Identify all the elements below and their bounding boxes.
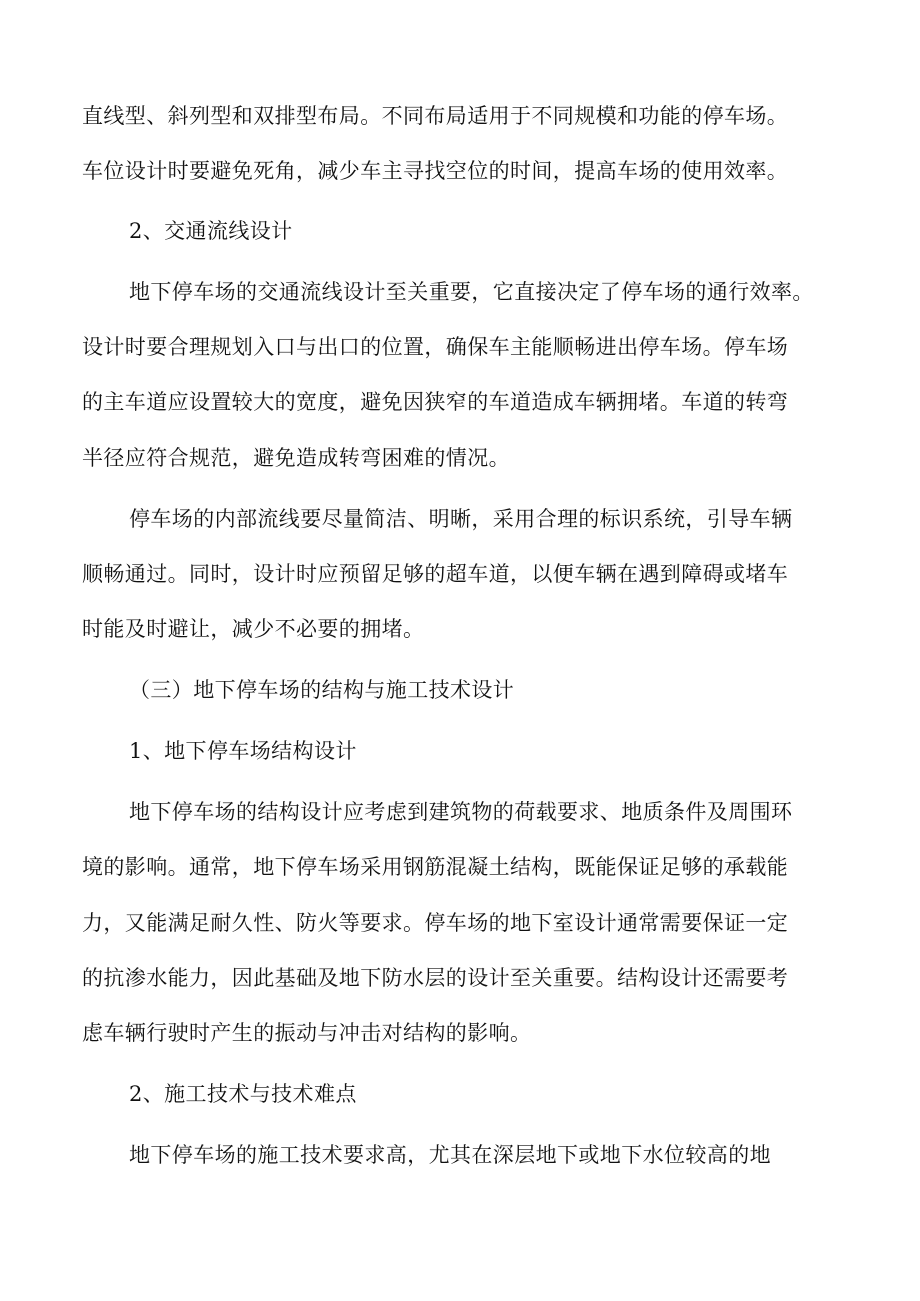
paragraph-line: 时能及时避让，减少不必要的拥堵。 [82,617,425,641]
subheading-structure-design: 1、地下停车场结构设计 [129,739,357,763]
paragraph-line: 设计时要合理规划入口与出口的位置，确保车主能顺畅进出停车场。停车场 [82,335,789,359]
paragraph-line: 境的影响。通常，地下停车场采用钢筋混凝土结构，既能保证足够的承载能 [82,855,789,879]
paragraph-line: 力，又能满足耐久性、防火等要求。停车场的地下室设计通常需要保证一定 [82,911,789,935]
paragraph-line: 停车场的内部流线要尽量简洁、明晰，采用合理的标识系统，引导车辆 [129,507,793,531]
section-heading-structure-construction: （三）地下停车场的结构与施工技术设计 [129,678,515,702]
subheading-construction-tech: 2、施工技术与技术难点 [129,1082,357,1106]
paragraph-line: 地下停车场的施工技术要求高，尤其在深层地下或地下水位较高的地 [129,1143,771,1167]
subheading-traffic-flow: 2、交通流线设计 [129,219,293,243]
paragraph-line: 直线型、斜列型和双排型布局。不同布局适用于不同规模和功能的停车场。 [82,104,789,128]
paragraph-line: 虑车辆行驶时产生的振动与冲击对结构的影响。 [82,1021,532,1045]
paragraph-line: 顺畅通过。同时，设计时应预留足够的超车道，以便车辆在遇到障碍或堵车 [82,562,789,586]
paragraph-line: 半径应符合规范，避免造成转弯困难的情况。 [82,446,510,470]
paragraph-line: 车位设计时要避免死角，减少车主寻找空位的时间，提高车场的使用效率。 [82,159,789,183]
paragraph-line: 的主车道应设置较大的宽度，避免因狭窄的车道造成车辆拥堵。车道的转弯 [82,390,789,414]
paragraph-line: 的抗渗水能力，因此基础及地下防水层的设计至关重要。结构设计还需要考 [82,966,789,990]
paragraph-line: 地下停车场的结构设计应考虑到建筑物的荷载要求、地质条件及周围环 [129,800,793,824]
paragraph-line: 地下停车场的交通流线设计至关重要，它直接决定了停车场的通行效率。 [129,280,814,304]
